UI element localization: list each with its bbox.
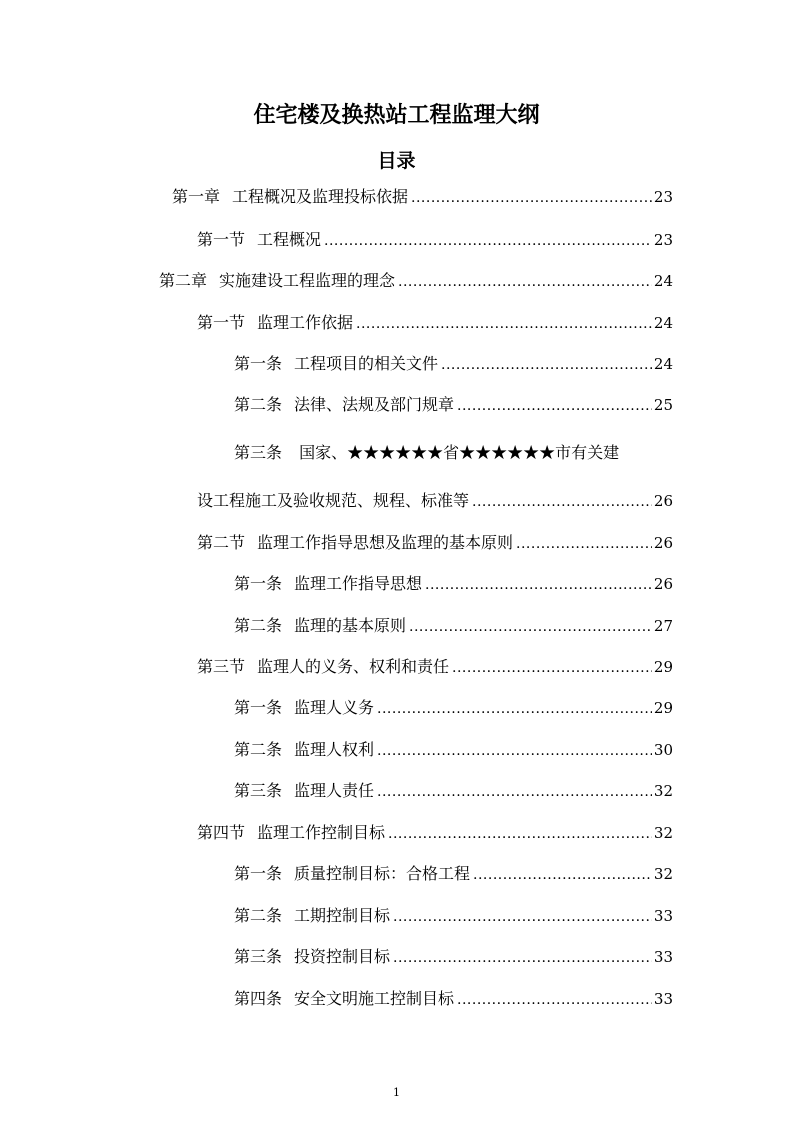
toc-entry-number: 第一条 (234, 698, 283, 717)
toc-entry-title: 监理工作指导思想 (294, 574, 423, 593)
toc-entry-number: 第二条 (234, 740, 283, 759)
toc-leader-dots (473, 864, 652, 886)
toc-page-number: 33 (653, 948, 673, 966)
toc-leader-dots (516, 533, 652, 555)
toc-entry-number: 第二条 (234, 616, 283, 635)
toc-entry-article-continuation[interactable] (197, 490, 673, 512)
toc-page-number: 24 (653, 314, 673, 332)
toc-page-number: 25 (653, 396, 673, 414)
toc-entry-title: 监理的基本原则 (294, 616, 407, 635)
toc-entry-section[interactable] (197, 656, 673, 678)
toc-entry-title: 监理工作指导思想及监理的基本原则 (257, 533, 514, 552)
toc-entry-title: 工期控制目标 (294, 906, 391, 925)
toc-entry-title: 监理工作依据 (257, 313, 354, 332)
toc-entry-title-continued: 设工程施工及验收规范、规程、标准等 (197, 491, 470, 510)
toc-entry-article-first-line[interactable] (234, 442, 619, 464)
toc-page-number: 32 (653, 824, 673, 842)
toc-page-number: 30 (653, 741, 673, 759)
toc-leader-dots (441, 354, 652, 376)
toc-page-number: 24 (653, 355, 673, 373)
toc-entry-chapter[interactable] (172, 186, 673, 208)
toc-page-number: 26 (653, 575, 673, 593)
toc-page-number: 23 (653, 231, 673, 249)
toc-page-number: 33 (653, 907, 673, 925)
toc-heading: 目录 (377, 150, 416, 172)
toc-page-number: 29 (653, 658, 673, 676)
toc-entry-section[interactable] (197, 312, 673, 334)
toc-entry-chapter[interactable] (159, 270, 673, 292)
toc-leader-dots (452, 657, 652, 679)
toc-entry-article[interactable] (234, 697, 673, 719)
toc-entry-article[interactable] (234, 946, 673, 968)
toc-entry-section[interactable] (197, 229, 673, 251)
toc-leader-dots (377, 740, 652, 762)
toc-entry-number: 第三节 (197, 657, 246, 676)
toc-leader-dots (377, 781, 652, 803)
toc-entry-section[interactable] (197, 532, 673, 554)
toc-leader-dots (393, 947, 652, 969)
toc-entry-number: 第四条 (234, 989, 283, 1008)
toc-entry-number: 第一条 (234, 574, 283, 593)
toc-entry-number: 第三条 (234, 443, 283, 462)
toc-page-number: 33 (653, 990, 673, 1008)
toc-entry-title: 国家、★★★★★★省★★★★★★市有关建 (299, 443, 620, 462)
toc-entry-title: 安全文明施工控制目标 (294, 989, 455, 1008)
toc-entry-number: 第一节 (197, 230, 246, 249)
toc-entry-title: 监理人权利 (294, 740, 375, 759)
toc-entry-number: 第一条 (234, 864, 283, 883)
toc-entry-number: 第一节 (197, 313, 246, 332)
toc-leader-dots (388, 823, 652, 845)
toc-entry-title: 监理工作控制目标 (257, 823, 386, 842)
toc-entry-title: 投资控制目标 (294, 947, 391, 966)
toc-entry-title: 法律、法规及部门规章 (294, 395, 455, 414)
toc-entry-title: 工程概况及监理投标依据 (232, 187, 409, 206)
toc-entry-number: 第二节 (197, 533, 246, 552)
toc-entry-article[interactable] (234, 573, 673, 595)
toc-entry-title: 监理人责任 (294, 781, 375, 800)
toc-entry-number: 第四节 (197, 823, 246, 842)
toc-page-number: 29 (653, 699, 673, 717)
toc-entry-number: 第二条 (234, 395, 283, 414)
toc-entry-article[interactable] (234, 905, 673, 927)
toc-entry-article[interactable] (234, 739, 673, 761)
toc-entry-title: 质量控制目标：合格工程 (294, 864, 471, 883)
toc-entry-title: 实施建设工程监理的理念 (219, 271, 396, 290)
toc-entry-title: 工程概况 (257, 230, 322, 249)
toc-page-number: 32 (653, 865, 673, 883)
toc-page-number: 26 (653, 492, 673, 510)
document-title: 住宅楼及换热站工程监理大纲 (253, 103, 540, 128)
toc-entry-article[interactable] (234, 988, 673, 1010)
toc-leader-dots (356, 313, 652, 335)
toc-leader-dots (398, 271, 652, 293)
toc-page-number: 26 (653, 534, 673, 552)
toc-page-number: 27 (653, 617, 673, 635)
toc-entry-title: 监理人义务 (294, 698, 375, 717)
toc-leader-dots (377, 698, 652, 720)
toc-leader-dots (409, 616, 652, 638)
toc-entry-section[interactable] (197, 822, 673, 844)
toc-entry-article[interactable] (234, 863, 673, 885)
toc-entry-number: 第三条 (234, 781, 283, 800)
toc-entry-number: 第一条 (234, 354, 283, 373)
toc-entry-article[interactable] (234, 394, 673, 416)
toc-entry-article[interactable] (234, 353, 673, 375)
toc-leader-dots (472, 491, 652, 513)
toc-page-number: 23 (653, 188, 673, 206)
toc-entry-number: 第二章 (159, 271, 208, 290)
toc-page-number: 32 (653, 782, 673, 800)
toc-leader-dots (324, 230, 652, 252)
toc-leader-dots (457, 989, 652, 1011)
toc-entry-number: 第二条 (234, 906, 283, 925)
toc-entry-article[interactable] (234, 615, 673, 637)
toc-entry-number: 第三条 (234, 947, 283, 966)
toc-entry-title: 工程项目的相关文件 (294, 354, 439, 373)
toc-entry-article[interactable] (234, 780, 673, 802)
toc-entry-number: 第一章 (172, 187, 221, 206)
toc-leader-dots (411, 187, 652, 209)
toc-leader-dots (457, 395, 652, 417)
toc-entry-title: 监理人的义务、权利和责任 (257, 657, 450, 676)
page-number: 1 (393, 1086, 400, 1099)
toc-leader-dots (425, 574, 652, 596)
toc-leader-dots (393, 906, 652, 928)
toc-page-number: 24 (653, 272, 673, 290)
